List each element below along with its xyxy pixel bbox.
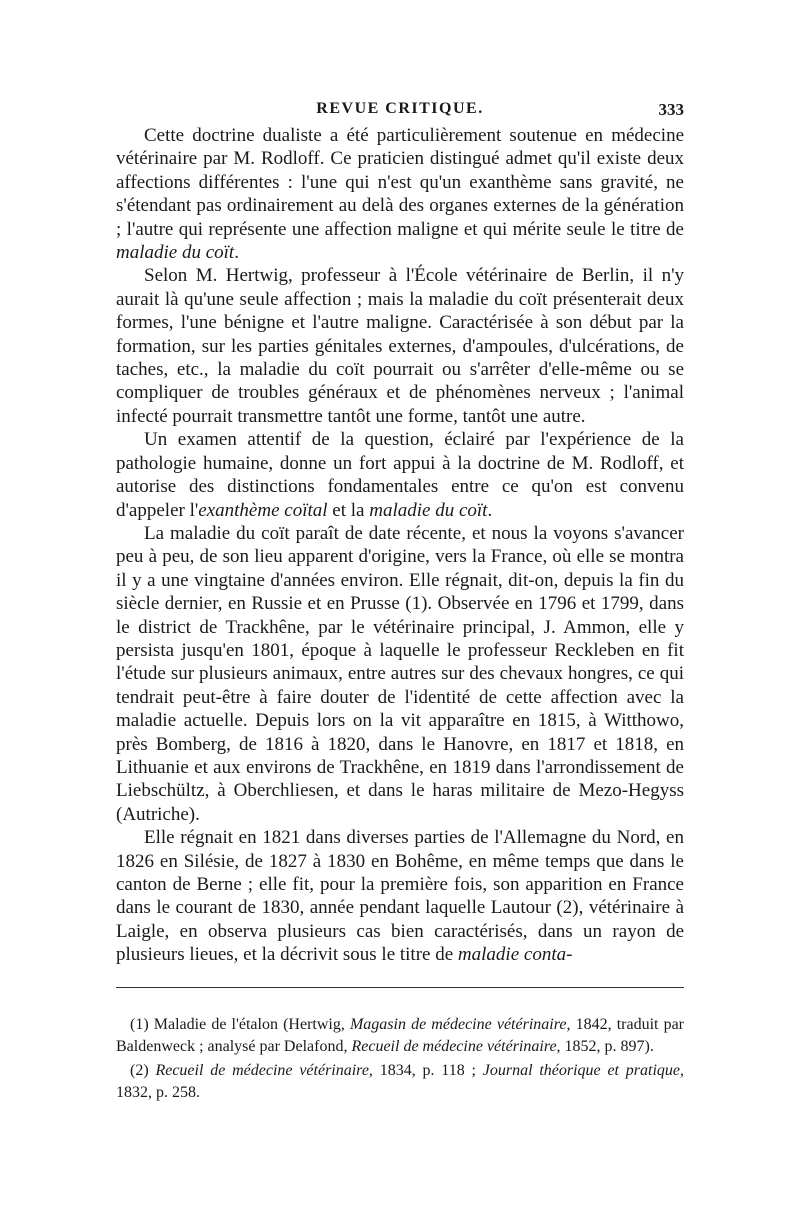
italic-title: Journal théorique et pratique	[482, 1062, 681, 1079]
paragraph	[116, 522, 684, 826]
paragraph	[116, 826, 684, 966]
paragraph	[116, 428, 684, 522]
text-run: Selon M. Hertwig, professeur à l'École vétérinaire de Berlin, il n'y aurait là qu'une seule affection ; mais la maladie du coït présenterait deux formes, l'une bénigne et l'autre maligne. Caractérisée à son début par la formation, sur les parties génitales externes, d'ampoules, d'ulcérations, de taches, etc., la maladie du coït pourrait ou s'arrêter d'elle-même ou se compliquer de troubles généraux et de phénomènes nerveux ; l'animal infecté pourrait transmettre tantôt une forme, tantôt une autre.	[116, 265, 684, 427]
footnote	[116, 1014, 684, 1058]
text-run: .	[234, 242, 239, 264]
italic-title: Recueil de médecine vétérinaire	[155, 1062, 369, 1079]
text-run: La maladie du coït paraît de date récente, et nous la voyons s'avancer peu à peu, de son lieu apparent d'origine, vers la France, où elle se montra il y a une vingtaine d'années environ. Elle régnait, dit-on, depuis la fin du siècle dernier, en Russie et en Prusse (1). Observée en 1796 et 1799, dans le district de Trackhêne, par le vétérinaire principal, J. Ammon, elle y persista jusqu'en 1801, époque à laquelle le professeur Reckleben en fit l'étude sur plusieurs animaux, entre autres sur des chevaux hongres, ce qui tendrait peut-être à faire douter de l'identité de cette affection avec la maladie actuelle. Depuis lors on la vit apparaître en 1815, à Witthowo, près Bomberg, de 1816 à 1820, dans le Hanovre, en 1817 et 1818, en Lithuanie et aux environs de Trackhêne, en 1819 dans l'arrondissement de Liebschültz, à Oberchliesen, et dans le haras militaire de Mezo-Hegyss (Autriche).	[116, 522, 684, 825]
italic-term: maladie conta-	[457, 944, 573, 966]
text-run: , 1842, traduit par Baldenweck ; analysé par Delafond,	[116, 1016, 685, 1055]
italic-term: exanthème coïtal	[198, 499, 328, 521]
running-title: REVUE CRITIQUE.	[316, 100, 484, 117]
italic-title: Magasin de médecine vétérinaire	[349, 1016, 567, 1033]
paragraph	[116, 264, 684, 428]
italic-title: Recueil de médecine vétérinaire	[351, 1038, 557, 1055]
footnote	[116, 1060, 684, 1104]
text-run: , 1852, p. 897).	[556, 1038, 654, 1055]
text-run: (1) Maladie de l'étalon (Hertwig,	[130, 1016, 350, 1033]
text-run: et la	[327, 499, 370, 521]
text-run: Cette doctrine dualiste a été particulièrement soutenue en médecine vétérinaire par M. Rodloff. Ce praticien distingué admet qu'il existe deux affections différentes : l'une qui n'est qu'un exanthème sans gravité, ne s'étendant pas ordinairement au delà des organes externes de la génération ; l'autre qui représente une affection maligne et qui mérite seule le titre de	[116, 125, 684, 240]
text-run: , 1834, p. 118 ;	[368, 1062, 483, 1079]
text-run: Un examen attentif de la question, éclairé par l'expérience de la pathologie humaine, donne un fort appui à la doctrine de M. Rodloff, et autorise des distinctions fondamentales entre ce qu'on est convenu d'appeler l'	[116, 429, 684, 521]
paragraph	[116, 124, 684, 264]
italic-term: maladie du coït	[369, 499, 488, 521]
page-number: 333	[658, 100, 684, 119]
footnotes	[116, 1014, 684, 1106]
text-run: (2)	[130, 1062, 156, 1079]
body-text	[116, 124, 684, 967]
text-run: , 1832, p. 258.	[116, 1062, 685, 1101]
footnote-divider	[116, 987, 684, 988]
text-run: Elle régnait en 1821 dans diverses parties de l'Allemagne du Nord, en 1826 en Silésie, de 1827 à 1830 en Bohême, en même temps que dans le canton de Berne ; elle fit, pour la première fois, son apparition en France dans le courant de 1830, année pendant laquelle Lautour (2), vétérinaire à Laigle, en observa plusieurs cas bien caractérisés, dans un rayon de plusieurs lieues, et la décrivit sous le titre de	[116, 827, 684, 966]
running-header	[116, 100, 684, 126]
text-run: .	[487, 499, 493, 521]
italic-term: maladie du coït	[116, 242, 235, 264]
